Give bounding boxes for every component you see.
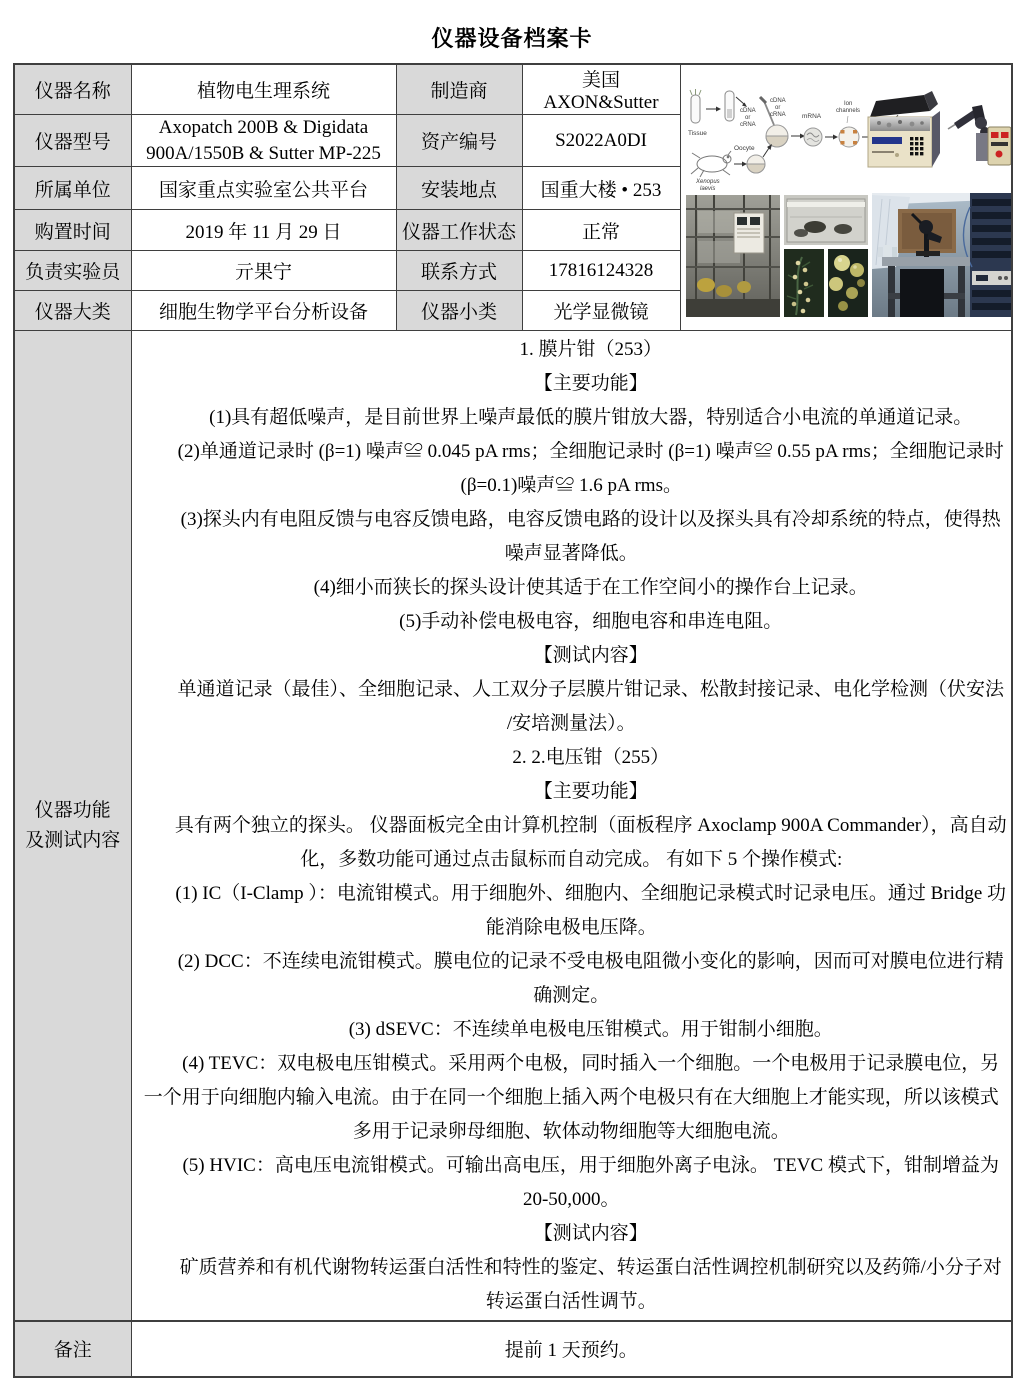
value-owning-unit: 国家重点实验室公共平台 [131, 167, 396, 210]
label-purchase-date: 购置时间 [14, 210, 131, 251]
value-purchase-date: 2019 年 11 月 29 日 [131, 210, 396, 251]
function-paragraph: 【主要功能】 [533, 372, 648, 394]
value-category: 细胞生物学平台分析设备 [131, 291, 396, 331]
isolated-oocytes-photo [828, 249, 868, 317]
function-paragraph: (4)细小而狭长的探头设计使其适于在工作空间小的操作台上记录。 [313, 576, 868, 598]
function-paragraph: 矿质营养和有机代谢物转运蛋白活性和特性的鉴定、转运蛋白活性调控机制研究以及药筛/小分子对转运蛋白活性调节。 [179, 1256, 1002, 1312]
frog-icon [691, 151, 731, 177]
label-working-status: 仪器工作状态 [396, 210, 522, 251]
value-subcategory: 光学显微镜 [522, 291, 680, 331]
label-technician: 负责实验员 [14, 251, 131, 291]
label-category: 仪器大类 [14, 291, 131, 331]
ion-channels-icon [839, 116, 859, 147]
function-paragraph: (3)探头内有电阻反馈与电容反馈电路，电容反馈电路的设计以及探头具有冷却系统的特点，使得热噪声显著降低。 [180, 508, 1001, 564]
diagram-label-cdna-2: cDNA [769, 97, 786, 104]
oocytes-on-plant-photo [784, 249, 824, 317]
function-paragraph: (1)具有超低噪声，是目前世界上噪声最低的膜片钳放大器，特别适合小电流的单通道记录。 [209, 406, 973, 428]
oocyte-injected-icon [766, 125, 788, 147]
value-working-status: 正常 [522, 210, 680, 251]
diagram-label-channels: channels [835, 107, 860, 114]
micromanipulator-photo [948, 105, 1011, 165]
tevc-workflow-diagram [688, 89, 898, 192]
function-paragraph: (5)手动补偿电极电容，细胞电容和串连电阻。 [399, 610, 783, 632]
label-functions-line1: 仪器功能 [34, 799, 111, 821]
page-title: 仪器设备档案卡 [431, 26, 593, 51]
mrna-sphere-icon [804, 128, 822, 146]
label-install-location: 安装地点 [396, 167, 522, 210]
value-asset-number: S2022A0DI [522, 115, 680, 167]
label-remarks: 备注 [14, 1321, 131, 1377]
oocyte-sphere-icon [747, 155, 765, 173]
tissue-tube-icon [690, 89, 701, 123]
diagram-label-laevis: laevis [699, 185, 715, 192]
diagram-label-tissue: Tissue [687, 129, 707, 137]
function-paragraph: (3) dSEVC：不连续单电极电压钳模式。用于钳制小细胞。 [348, 1018, 833, 1040]
function-paragraph: 【测试内容】 [533, 1222, 648, 1244]
function-paragraph: 【测试内容】 [533, 644, 648, 666]
label-instrument-name: 仪器名称 [14, 64, 131, 115]
value-manufacturer: 美国 AXON&Sutter [522, 64, 680, 115]
functions-content [131, 331, 1012, 1321]
diagram-label-xenopus: Xenopus [695, 178, 720, 185]
label-owning-unit: 所属单位 [14, 167, 131, 210]
extract-tube-icon [725, 91, 734, 121]
remarks-row [14, 1321, 1012, 1377]
value-install-location: 国重大楼 • 253 [522, 167, 680, 210]
function-paragraph: (1) IC（I-Clamp ）：电流钳模式。用于细胞外、细胞内、全细胞记录模式时记录电压。通过 Bridge 功能消除电极电压降。 [175, 882, 1007, 938]
value-remarks: 提前 1 天预约。 [131, 1321, 1012, 1377]
diagram-label-mrna: mRNA [801, 112, 821, 120]
label-asset-number: 资产编号 [396, 115, 522, 167]
label-contact: 联系方式 [396, 251, 522, 291]
function-paragraph: 单通道记录（最佳）、全细胞记录、人工双分子层膜片钳记录、松散封接记录、电化学检测（伏安法 /安培测量法）。 [177, 678, 1004, 734]
diagram-label-ion: Ion [843, 100, 852, 107]
equipment-archive-table [13, 63, 1013, 1378]
diagram-label-cdna-1: cDNA [739, 107, 756, 114]
frog-tank-photo [784, 195, 868, 245]
label-subcategory: 仪器小类 [396, 291, 522, 331]
diagram-label-or-1: or [744, 114, 750, 121]
diagram-label-crna-1: cRNA [739, 121, 756, 128]
equipment-photos-cell [680, 64, 1012, 331]
value-technician: 亓果宁 [131, 251, 396, 291]
function-paragraph: (2)单通道记录时 (β=1) 噪声≌ 0.045 pA rms；全细胞记录时 (β=1) 噪声≌ 0.55 pA rms；全细胞记录时 (β=0.1)噪声≌ 1.6 pA rms。 [177, 440, 1004, 496]
rig-room-photo [872, 193, 1013, 317]
diagram-label-crna-2: cRNA [769, 111, 786, 118]
equipment-photo-collage [684, 71, 1013, 319]
function-paragraph: 1. 膜片钳（253） [519, 338, 662, 360]
label-functions-line2: 及测试内容 [25, 829, 121, 851]
value-model: Axopatch 200B & Digidata 900A/1550B & Sutter MP-225 [131, 115, 396, 167]
functions-paragraphs [135, 333, 1009, 1319]
label-manufacturer: 制造商 [396, 64, 522, 115]
frog-housing-rack-photo [686, 195, 780, 317]
value-contact: 17816124328 [522, 251, 680, 291]
function-paragraph: 具有两个独立的探头。 仪器面板完全由计算机控制（面板程序 Axoclamp 900A Commander），高自动化，多数功能可通过点击鼠标而自动完成。 有如下 5 个操作模式: [174, 814, 1007, 870]
diagram-label-oocyte: Oocyte [733, 144, 755, 152]
functions-row [14, 331, 1012, 1321]
function-paragraph: (5) HVIC：高电压电流钳模式。可输出高电压，用于细胞外离子电泳。 TEVC 模式下，钳制增益为 20-50,000。 [182, 1154, 999, 1210]
function-paragraph: (2) DCC：不连续电流钳模式。膜电位的记录不受电极电阻微小变化的影响，因而可对膜电位进行精确测定。 [177, 950, 1004, 1006]
function-paragraph: 2. 2.电压钳（255） [512, 746, 670, 768]
function-paragraph: (4) TEVC：双电极电压钳模式。采用两个电极，同时插入一个细胞。一个电极用于记录膜电位，另一个用于向细胞内输入电流。由于在同一个细胞上插入两个电极只有在大细胞上才能实现，所以该模式多用于记录卵母细胞、软体动物细胞等大细胞电流。 [143, 1052, 1000, 1142]
value-instrument-name: 植物电生理系统 [131, 64, 396, 115]
function-paragraph: 【主要功能】 [533, 780, 648, 802]
label-model: 仪器型号 [14, 115, 131, 167]
amplifier-instrument-photo [868, 91, 940, 167]
diagram-label-or-2: or [774, 104, 780, 111]
table-row [14, 64, 1012, 115]
label-functions-and-tests [14, 331, 131, 1321]
